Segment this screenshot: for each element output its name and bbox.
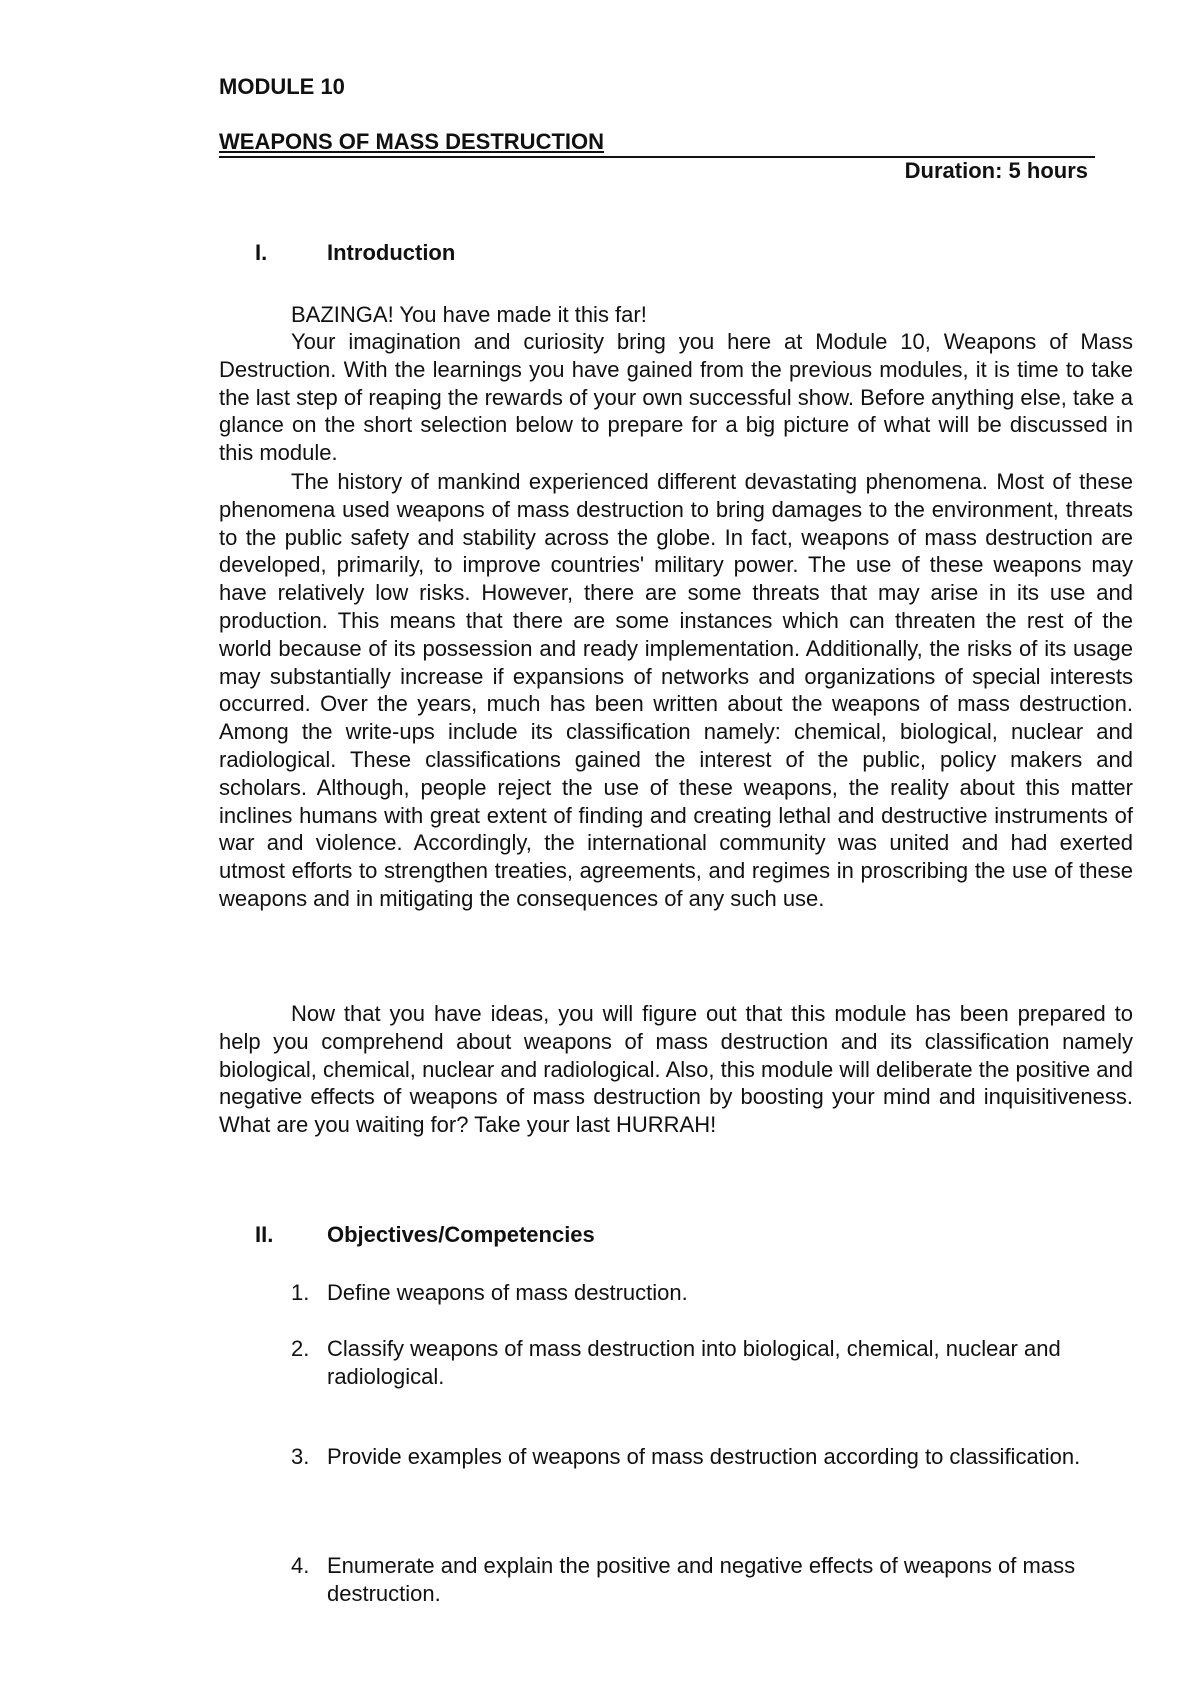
intro-paragraph-1 [219,328,1133,467]
list-number: 2. [291,1336,310,1361]
list-text: Enumerate and explain the positive and negative effects of weapons of mass destruction. [327,1553,1076,1606]
list-number: 3. [291,1444,310,1469]
paragraph-text: Your imagination and curiosity bring you here at Module 10, Weapons of Mass Destruction. With the learnings you have gained from the previous modules, it is time to take the last step of reaping the rewards of your own successful show. Before anything else, take a glance on the short selection below to prepare for a big picture of what will be discussed in this module. [219,329,1133,466]
paragraph-text: The history of mankind experienced different devastating phenomena. Most of these phenomena used weapons of mass destruction to bring damages to the environment, threats to the public safety and stability across the globe. In fact, weapons of mass destruction are developed, primarily, to improve countries' military power. The use of these weapons may have relatively low risks. However, there are some threats that may arise in its use and production. This means that there are some instances which can threaten the rest of the world because of its possession and ready implementation. Additionally, the risks of its usage may substantially increase if expansions of networks and organizations of special interests occurred. Over the years, much has been written about the weapons of mass destruction. Among the write-ups include its classification namely: chemical, biological, nuclear and radiological. These classifications gained the interest of the public, policy makers and scholars. Although, people reject the use of these weapons, the reality about this matter inclines humans with great extent of finding and creating lethal and destructive instruments of war and violence. Accordingly, the international community was united and had exerted utmost efforts to strengthen treaties, agreements, and regimes in proscribing the use of these weapons and in mitigating the consequences of any such use. [219,469,1133,911]
document-title: WEAPONS OF MASS DESTRUCTION [219,129,605,154]
list-text: Classify weapons of mass destruction into biological, chemical, nuclear and radiological. [327,1336,1061,1389]
list-text: Provide examples of weapons of mass destruction according to classification. [327,1444,1081,1469]
section-title: Introduction [327,240,456,265]
section-numeral: I. [255,240,268,265]
intro-paragraph-3 [219,1000,1133,1139]
section-title: Objectives/Competencies [327,1222,595,1247]
module-label: MODULE 10 [219,74,345,99]
intro-opening: BAZINGA! You have made it this far! [291,302,647,327]
list-text: Define weapons of mass destruction. [327,1280,688,1305]
title-row [219,130,1095,158]
list-number: 4. [291,1553,310,1578]
intro-paragraph-2 [219,468,1133,913]
section-numeral: II. [255,1222,274,1247]
paragraph-text: Now that you have ideas, you will figure out that this module has been prepared to help you comprehend about weapons of mass destruction and its classification namely biological, chemical, nuclear and radiological. Also, this module will deliberate the positive and negative effects of weapons of mass destruction by boosting your mind and inquisitiveness. What are you waiting for? Take your last HURRAH! [219,1001,1133,1138]
duration-label: Duration: 5 hours [904,158,1088,183]
list-number: 1. [291,1280,310,1305]
